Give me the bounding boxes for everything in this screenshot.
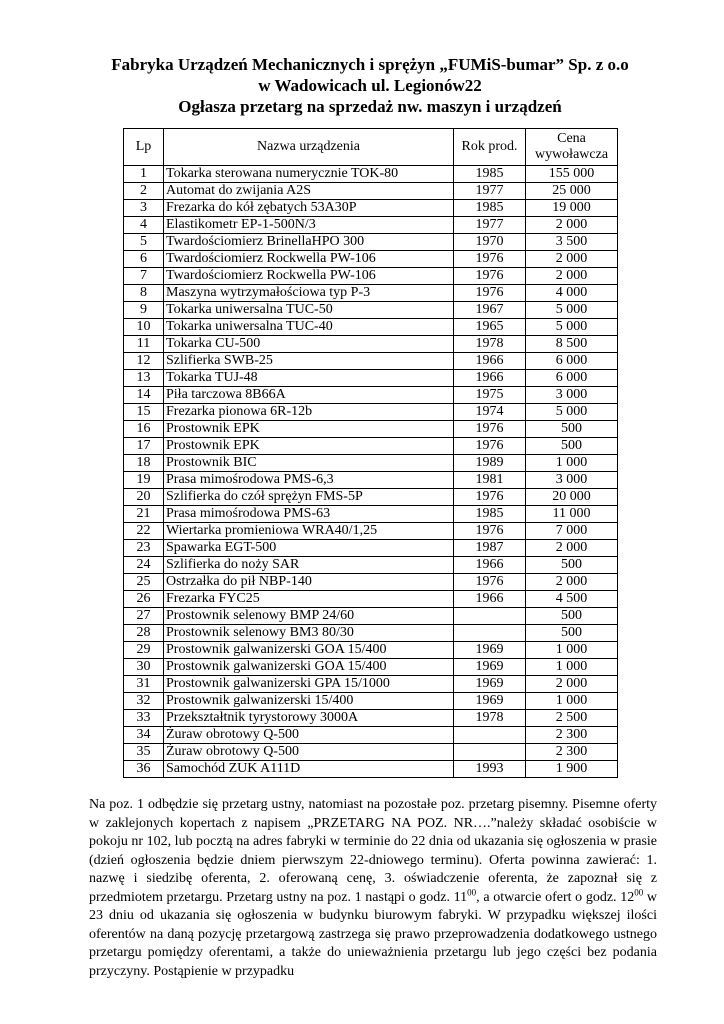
table-row xyxy=(124,421,618,438)
cell-year: 1978 xyxy=(454,710,526,727)
table-row xyxy=(124,574,618,591)
cell-name: Prasa mimośrodowa PMS-63 xyxy=(164,506,454,523)
cell-price: 25 000 xyxy=(526,183,618,200)
cell-price: 500 xyxy=(526,608,618,625)
cell-lp: 10 xyxy=(124,319,164,336)
table-row xyxy=(124,217,618,234)
cell-price: 19 000 xyxy=(526,200,618,217)
cell-name: Twardościomierz Rockwella PW-106 xyxy=(164,251,454,268)
cell-name: Tokarka TUJ-48 xyxy=(164,370,454,387)
cell-lp: 26 xyxy=(124,591,164,608)
cell-name: Żuraw obrotowy Q-500 xyxy=(164,727,454,744)
cell-price: 155 000 xyxy=(526,166,618,183)
cell-price: 1 000 xyxy=(526,659,618,676)
cell-name: Żuraw obrotowy Q-500 xyxy=(164,744,454,761)
cell-year xyxy=(454,625,526,642)
cell-name: Prasa mimośrodowa PMS-6,3 xyxy=(164,472,454,489)
cell-year: 1977 xyxy=(454,183,526,200)
cell-lp: 20 xyxy=(124,489,164,506)
header-price-line1: Cena xyxy=(557,131,586,146)
table-row xyxy=(124,591,618,608)
cell-lp: 34 xyxy=(124,727,164,744)
table-row xyxy=(124,455,618,472)
cell-year: 1975 xyxy=(454,387,526,404)
cell-lp: 22 xyxy=(124,523,164,540)
cell-price: 5 000 xyxy=(526,404,618,421)
cell-price: 2 000 xyxy=(526,540,618,557)
cell-price: 3 500 xyxy=(526,234,618,251)
cell-lp: 31 xyxy=(124,676,164,693)
table-row xyxy=(124,472,618,489)
cell-year: 1965 xyxy=(454,319,526,336)
cell-lp: 6 xyxy=(124,251,164,268)
cell-lp: 8 xyxy=(124,285,164,302)
cell-price: 8 500 xyxy=(526,336,618,353)
cell-price: 4 000 xyxy=(526,285,618,302)
cell-price: 2 000 xyxy=(526,676,618,693)
cell-lp: 16 xyxy=(124,421,164,438)
cell-price: 3 000 xyxy=(526,387,618,404)
table-row xyxy=(124,608,618,625)
cell-price: 1 000 xyxy=(526,455,618,472)
header-name: Nazwa urządzenia xyxy=(164,129,454,166)
notice-sup1: 00 xyxy=(467,886,477,897)
cell-price: 4 500 xyxy=(526,591,618,608)
header-price xyxy=(526,129,618,166)
table-row xyxy=(124,744,618,761)
cell-lp: 25 xyxy=(124,574,164,591)
cell-lp: 32 xyxy=(124,693,164,710)
table-row xyxy=(124,625,618,642)
cell-price: 500 xyxy=(526,438,618,455)
table-row xyxy=(124,540,618,557)
cell-lp: 1 xyxy=(124,166,164,183)
cell-price: 5 000 xyxy=(526,319,618,336)
table-row xyxy=(124,761,618,778)
cell-lp: 30 xyxy=(124,659,164,676)
cell-year: 1989 xyxy=(454,455,526,472)
table-row xyxy=(124,438,618,455)
table-row xyxy=(124,710,618,727)
cell-year: 1978 xyxy=(454,336,526,353)
table-row xyxy=(124,693,618,710)
cell-price: 2 300 xyxy=(526,744,618,761)
cell-year xyxy=(454,744,526,761)
cell-lp: 24 xyxy=(124,557,164,574)
cell-lp: 3 xyxy=(124,200,164,217)
cell-price: 2 000 xyxy=(526,251,618,268)
cell-name: Ostrzałka do pił NBP-140 xyxy=(164,574,454,591)
cell-lp: 14 xyxy=(124,387,164,404)
cell-lp: 29 xyxy=(124,642,164,659)
company-address: w Wadowicach ul. Legionów22 xyxy=(258,76,482,95)
table-header-row xyxy=(124,129,618,166)
cell-lp: 18 xyxy=(124,455,164,472)
notice-text xyxy=(89,796,657,981)
cell-name: Prostownik galwanizerski GOA 15/400 xyxy=(164,642,454,659)
header-price-line2: wywoławcza xyxy=(534,147,609,162)
header-year: Rok prod. xyxy=(454,129,526,166)
header-lp: Lp xyxy=(124,129,164,166)
cell-year xyxy=(454,608,526,625)
cell-name: Automat do zwijania A2S xyxy=(164,183,454,200)
cell-year: 1966 xyxy=(454,370,526,387)
table-row xyxy=(124,642,618,659)
cell-year: 1976 xyxy=(454,268,526,285)
cell-year: 1976 xyxy=(454,574,526,591)
cell-lp: 36 xyxy=(124,761,164,778)
table-row xyxy=(124,251,618,268)
cell-lp: 33 xyxy=(124,710,164,727)
cell-year: 1969 xyxy=(454,676,526,693)
cell-price: 3 000 xyxy=(526,472,618,489)
cell-name: Prostownik EPK xyxy=(164,438,454,455)
cell-year: 1976 xyxy=(454,489,526,506)
cell-name: Szlifierka do noży SAR xyxy=(164,557,454,574)
cell-name: Frezarka FYC25 xyxy=(164,591,454,608)
cell-year: 1967 xyxy=(454,302,526,319)
table-row xyxy=(124,234,618,251)
table-row xyxy=(124,387,618,404)
cell-lp: 15 xyxy=(124,404,164,421)
cell-year: 1974 xyxy=(454,404,526,421)
cell-name: Przekształtnik tyrystorowy 3000A xyxy=(164,710,454,727)
cell-name: Twardościomierz Rockwella PW-106 xyxy=(164,268,454,285)
cell-price: 2 500 xyxy=(526,710,618,727)
cell-name: Samochód ZUK A111D xyxy=(164,761,454,778)
notice-sup2: 00 xyxy=(634,886,644,897)
table-row xyxy=(124,506,618,523)
table-row xyxy=(124,166,618,183)
cell-name: Prostownik galwanizerski GOA 15/400 xyxy=(164,659,454,676)
table-row xyxy=(124,302,618,319)
cell-year: 1976 xyxy=(454,438,526,455)
cell-year: 1976 xyxy=(454,421,526,438)
cell-year: 1969 xyxy=(454,659,526,676)
cell-price: 20 000 xyxy=(526,489,618,506)
cell-year: 1985 xyxy=(454,200,526,217)
cell-price: 500 xyxy=(526,625,618,642)
notice-part1: Na poz. 1 odbędzie się przetarg ustny, natomiast na pozostałe poz. przetarg pisemny. Pisemne oferty w zaklejonych kopertach z napisem „PRZETARG NA POZ. NR….”należy składać osobiście w pokoju nr 102, lub pocztą na adres fabryki w terminie do 22 dnia od ukazania się ogłoszenia w prasie (dzień ogłoszenia będzie dniem pierwszym 22-dniowego terminu). Oferta powinna zawierać: 1. nazwę i siedzibę oferenta, 2. oferowaną cenę, 3. oświadczenie oferenta, że zapoznał się z przedmiotem przetargu. Przetarg ustny na poz. 1 nastąpi o godz. 11 xyxy=(89,797,657,905)
table-row xyxy=(124,523,618,540)
cell-year xyxy=(454,727,526,744)
cell-price: 2 000 xyxy=(526,217,618,234)
cell-name: Piła tarczowa 8B66A xyxy=(164,387,454,404)
cell-lp: 21 xyxy=(124,506,164,523)
notice-part3: w 23 dniu od ukazania się ogłoszenia w budynku biurowym fabryki. W przypadku większej ilości oferentów na daną pozycję przetargową zastrzega się prawo przeprowadzenia dodatkowego ustnego przetargu pomiędzy oferentami, a także do unieważnienia przetargu lub jego części bez podania przyczyny. Postąpienie w przypadku xyxy=(89,889,657,979)
table-row xyxy=(124,285,618,302)
table-row xyxy=(124,489,618,506)
cell-year: 1985 xyxy=(454,166,526,183)
cell-name: Tokarka sterowana numerycznie TOK-80 xyxy=(164,166,454,183)
cell-price: 5 000 xyxy=(526,302,618,319)
notice-part2: , a otwarcie ofert o godz. 12 xyxy=(476,889,635,905)
cell-price: 2 000 xyxy=(526,268,618,285)
cell-lp: 28 xyxy=(124,625,164,642)
cell-name: Prostownik selenowy BM3 80/30 xyxy=(164,625,454,642)
cell-lp: 2 xyxy=(124,183,164,200)
cell-year: 1970 xyxy=(454,234,526,251)
cell-lp: 7 xyxy=(124,268,164,285)
cell-price: 500 xyxy=(526,557,618,574)
cell-name: Spawarka EGT-500 xyxy=(164,540,454,557)
table-row xyxy=(124,557,618,574)
cell-name: Prostownik EPK xyxy=(164,421,454,438)
table-row xyxy=(124,183,618,200)
company-name: Fabryka Urządzeń Mechanicznych i sprężyn „FUMiS-bumar” Sp. z o.o xyxy=(111,55,629,74)
cell-name: Frezarka pionowa 6R-12b xyxy=(164,404,454,421)
cell-name: Prostownik galwanizerski GPA 15/1000 xyxy=(164,676,454,693)
cell-lp: 23 xyxy=(124,540,164,557)
table-row xyxy=(124,727,618,744)
cell-price: 1 900 xyxy=(526,761,618,778)
cell-name: Tokarka uniwersalna TUC-50 xyxy=(164,302,454,319)
table-row xyxy=(124,200,618,217)
cell-lp: 12 xyxy=(124,353,164,370)
table-row xyxy=(124,404,618,421)
cell-lp: 13 xyxy=(124,370,164,387)
cell-lp: 4 xyxy=(124,217,164,234)
cell-name: Frezarka do kół zębatych 53A30P xyxy=(164,200,454,217)
cell-lp: 19 xyxy=(124,472,164,489)
cell-year: 1969 xyxy=(454,642,526,659)
cell-name: Elastikometr EP-1-500N/3 xyxy=(164,217,454,234)
announcement-header xyxy=(80,54,660,117)
cell-lp: 5 xyxy=(124,234,164,251)
cell-price: 2 000 xyxy=(526,574,618,591)
cell-name: Szlifierka SWB-25 xyxy=(164,353,454,370)
table-row xyxy=(124,336,618,353)
cell-lp: 27 xyxy=(124,608,164,625)
cell-name: Tokarka uniwersalna TUC-40 xyxy=(164,319,454,336)
cell-year: 1976 xyxy=(454,251,526,268)
cell-price: 6 000 xyxy=(526,353,618,370)
cell-year: 1981 xyxy=(454,472,526,489)
table-row xyxy=(124,319,618,336)
cell-year: 1993 xyxy=(454,761,526,778)
cell-year: 1966 xyxy=(454,557,526,574)
cell-price: 7 000 xyxy=(526,523,618,540)
cell-name: Prostownik selenowy BMP 24/60 xyxy=(164,608,454,625)
table-row xyxy=(124,353,618,370)
cell-lp: 35 xyxy=(124,744,164,761)
announcement-title: Ogłasza przetarg na sprzedaż nw. maszyn i urządzeń xyxy=(178,97,562,116)
cell-lp: 17 xyxy=(124,438,164,455)
cell-year: 1987 xyxy=(454,540,526,557)
table-row xyxy=(124,370,618,387)
cell-price: 500 xyxy=(526,421,618,438)
cell-year: 1977 xyxy=(454,217,526,234)
cell-lp: 11 xyxy=(124,336,164,353)
cell-lp: 9 xyxy=(124,302,164,319)
cell-year: 1969 xyxy=(454,693,526,710)
cell-name: Tokarka CU-500 xyxy=(164,336,454,353)
cell-name: Wiertarka promieniowa WRA40/1,25 xyxy=(164,523,454,540)
devices-table xyxy=(123,128,618,778)
cell-price: 6 000 xyxy=(526,370,618,387)
cell-price: 1 000 xyxy=(526,693,618,710)
cell-price: 2 300 xyxy=(526,727,618,744)
cell-year: 1976 xyxy=(454,285,526,302)
table-row xyxy=(124,659,618,676)
cell-name: Prostownik BIC xyxy=(164,455,454,472)
cell-year: 1985 xyxy=(454,506,526,523)
cell-name: Maszyna wytrzymałościowa typ P-3 xyxy=(164,285,454,302)
cell-year: 1976 xyxy=(454,523,526,540)
cell-name: Prostownik galwanizerski 15/400 xyxy=(164,693,454,710)
cell-year: 1966 xyxy=(454,353,526,370)
table-row xyxy=(124,676,618,693)
cell-price: 11 000 xyxy=(526,506,618,523)
cell-name: Twardościomierz BrinellaHPO 300 xyxy=(164,234,454,251)
cell-name: Szlifierka do czół sprężyn FMS-5P xyxy=(164,489,454,506)
table-row xyxy=(124,268,618,285)
cell-price: 1 000 xyxy=(526,642,618,659)
cell-year: 1966 xyxy=(454,591,526,608)
